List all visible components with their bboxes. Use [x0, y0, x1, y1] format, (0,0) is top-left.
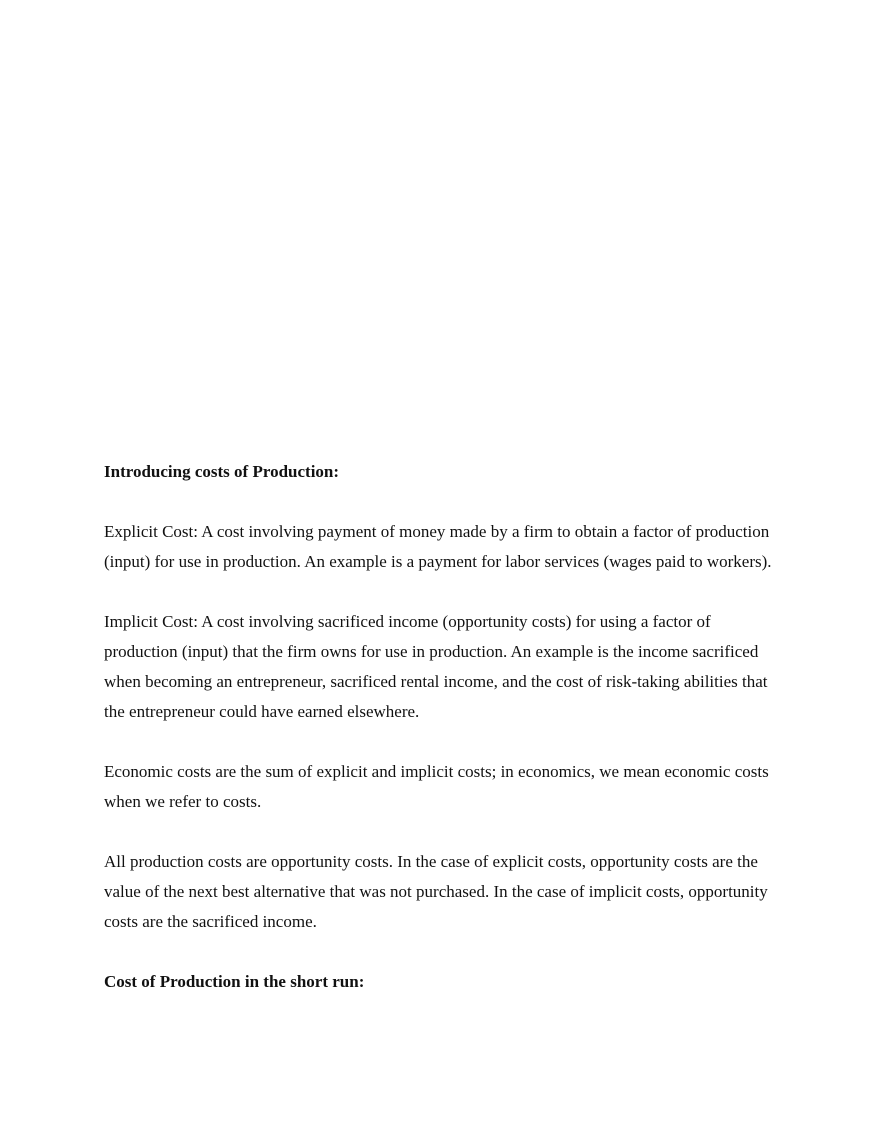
paragraph-spacer [104, 727, 784, 757]
paragraph-spacer [104, 577, 784, 607]
section-heading-introducing-costs: Introducing costs of Production: [104, 462, 340, 481]
paragraph-spacer [104, 817, 784, 847]
paragraph-explicit-cost: Explicit Cost: A cost involving payment of money made by a firm to obtain a factor of production (input) for use in production. An example is a payment for labor services (wages paid to workers). [104, 522, 772, 571]
paragraph-implicit-cost: Implicit Cost: A cost involving sacrificed income (opportunity costs) for using a factor of production (input) that the firm owns for use in production. An example is the income sacrificed when becoming an entrepreneur, sacrificed rental income, and the cost of risk-taking abilities that the entrepreneur could have earned elsewhere. [104, 612, 768, 721]
document-body [104, 457, 784, 997]
paragraph-spacer [104, 937, 784, 967]
paragraph-opportunity-costs: All production costs are opportunity costs. In the case of explicit costs, opportunity costs are the value of the next best alternative that was not purchased. In the case of implicit costs, opportunity costs are the sacrificed income. [104, 852, 768, 931]
section-heading-short-run: Cost of Production in the short run: [104, 972, 365, 991]
paragraph-economic-costs: Economic costs are the sum of explicit and implicit costs; in economics, we mean economic costs when we refer to costs. [104, 762, 769, 811]
paragraph-spacer [104, 487, 784, 517]
